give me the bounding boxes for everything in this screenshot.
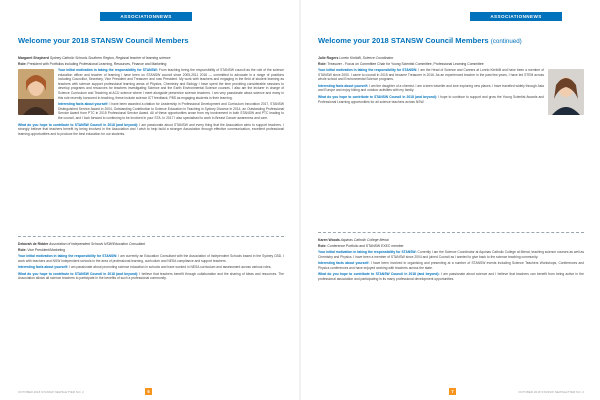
role-text: Conference Portfolio and STANSW EXEC member [326, 244, 404, 248]
member-name: Margaret Shepherd [18, 56, 49, 60]
left-page [0, 0, 298, 400]
answer-text: I have been awarded a citation for Leadership in Professional Development and Curriculum Innovation 2017, STANSW Distinguished Service Award in 2004, Outstanding Contribution to Science Education in Teaching in Sydney Diocese in 2014, an Outstanding Professional Service Award from PTC in 2015 Professional Service Award. All of these opportunities arose from my involvement in both STANSW and PTC leading to the council, and I look forward to continuing to be involved in your STA. In 2017 I also specialised to work in Breast Cancer awareness and care. [58, 102, 284, 120]
role-label: Role: [318, 62, 327, 66]
answer-text: I have been involved in organising and presenting at a number of STANSW events including Science Teachers Workshops, Conferences and Physics conferences and have enjoyed working with teachers across the state. [318, 261, 584, 270]
portrait-image [548, 69, 584, 115]
section-tab: ASSOCIATIONNEWS [100, 12, 192, 21]
member-role [18, 248, 284, 252]
member-role [18, 62, 284, 66]
answer-text: From teaching being the responsibility of STANSW council as the role of the science education officer and teacher of learning I have been on STANSW council since 2005-2011 2016 — committed to advocate in a range of positions including Councillor, Secretary, Vice President and Treasurer and now President. My work with teachers and engaging in the field of student learning as teachers with science support professional learning areas of Physics, Chemistry and Biology I have spent the time providing considerable sessions to develop programs and resources for teachers investigating Science and the Earth Environmental Science courses. I also am the lecturer in charge of Science Curriculum and Teaching at ACU science where I meet alongside preservice science teachers. I am very passionate about science and many in this role recently honoured in teaching, these include science ICT feedback, PBS as engaging students in their learning. [58, 68, 284, 100]
page-footer: OCTOBER 2018 STANSW NEWSLETTER NO. 2 [18, 390, 84, 394]
member-bio [318, 84, 584, 93]
member-bio [318, 250, 584, 259]
question-text: What do you hope to contribute to STANSW Council in 2018 (and beyond): [18, 271, 139, 276]
answer-text: I am passionate about science and I believe that teachers can benefit from being active in the professional association and participating in its many professional development opportunities. [318, 272, 584, 281]
member-header [18, 56, 284, 60]
answer-text: I am currently an Education Consultant with the Association of Independent Schools based in the Sydney CBD. I work with teachers and NSW independent schools in the area of professional learning, curriculum and NESA compliance and support teachers. [18, 254, 284, 263]
answer-text: I am the Head of Science and Careers at Loreto Kirribilli and have been a member of STANSW since 2000. I came to council in 2015 and became Treasurer in 2016. As an experienced teacher in the past few years, I have led STEM across whole school and Environmental Science programs. [318, 68, 544, 82]
member-bio [318, 68, 584, 82]
section-tab: ASSOCIATIONNEWS [470, 12, 562, 21]
member-role [318, 244, 584, 248]
member-bio [318, 261, 584, 270]
section-divider [318, 232, 584, 233]
member-bio [18, 254, 284, 263]
question-text: Your initial motivation in taking the responsibility for STANSW: [58, 68, 158, 72]
member-affiliation: Loreto Kirribilli, Science Coordinator [338, 56, 394, 60]
right-page [302, 0, 600, 400]
question-text: What do you hope to contribute to STANSW Council in 2018 (and beyond): [318, 94, 437, 99]
answer-text: Currently I am the Science Coordinator at Aquinas Catholic College at Menai, teaching science courses as well as Chemistry and Physics. I have been a member of STANSW since 2004 and joined Council as I wanted to give back to the science teaching community. [318, 250, 584, 259]
page-title-main: Welcome your 2018 STANSW Council Members [318, 36, 489, 45]
answer-text: I hope to continue to support and grow the Young Scientist Awards and Professional Learning opportunities for all science teachers across NSW. [318, 94, 544, 104]
member-photo [18, 69, 54, 115]
member-bio [18, 123, 284, 137]
member-bio [18, 265, 284, 270]
question-text: What do you hope to contribute to STANSW Council in 2018 (and beyond): [18, 122, 139, 127]
question-text: Interesting facts about yourself: [18, 265, 69, 270]
member-header [318, 56, 584, 60]
member-name: Deborah de Ridder [18, 242, 49, 246]
member-photo [548, 69, 584, 115]
member-name: Karen Woods [318, 238, 340, 242]
section-divider [18, 236, 284, 237]
question-text: Your initial motivation in taking the responsibility for STANSW: [318, 250, 417, 254]
member-bio [18, 102, 284, 120]
role-text: Vice President/Marketing [26, 248, 66, 252]
page-title: Welcome your 2018 STANSW Council Members [18, 36, 189, 45]
member-affiliation: Sydney Catholic Schools Southern Region, Regional teacher of learning science [48, 56, 171, 60]
member-bio [318, 95, 584, 104]
answer-text: I am the daughter of a chemist. I am a keen traveller and love exploring new places. I have travelled widely through Asia and Europe and enjoy hiking and outdoor activities with my family. [318, 83, 544, 93]
role-label: Role: [18, 62, 27, 66]
page-title [318, 36, 522, 45]
member-bio [18, 68, 284, 100]
member-bio [318, 272, 584, 281]
answer-text: I am passionate about STANSW and every thing that the Association aims to support teachers. I strongly believe that teachers benefit by being involved in the Association and I wish to help build a stronger Association through effective communication, excellent professional learning opportunities and to produce the best education for our students. [18, 122, 284, 136]
page-footer: OCTOBER 2018 STANSW NEWSLETTER NO. 2 [518, 390, 584, 394]
question-text: What do you hope to contribute to STANSW Council in 2018 (and beyond): [318, 272, 440, 277]
member-header [318, 238, 584, 242]
answer-text: I am passionate about promoting science education in schools and have worked in NESA curriculum and assessment across various roles. [68, 265, 272, 270]
page-number: 6 [145, 388, 152, 395]
page-title-continued: (continued) [490, 38, 522, 45]
member-header [18, 242, 284, 246]
question-text: Your initial motivation in taking the responsibility for STANSW: [18, 254, 118, 258]
member-name: Julie Rogers [318, 56, 339, 60]
member-profile [18, 56, 284, 136]
member-profile [318, 56, 584, 117]
member-affiliation: Aquinas Catholic College Menai [339, 238, 389, 242]
member-bio [18, 272, 284, 281]
role-label: Role: [318, 244, 327, 248]
question-text: Interesting facts about yourself: [318, 261, 370, 266]
member-profile [18, 242, 284, 281]
role-text: President with Portfolios including Professional Learning, Resources, Finance and Marketing [26, 62, 167, 66]
answer-text: I believe that teachers benefit through collaboration and the sharing of ideas and resources. The Association allows all science teachers to participate in the benefits of such a professional community. [18, 271, 284, 281]
role-label: Role: [18, 248, 27, 252]
role-text: Treasurer - Focus on Committee Chair for Young Scientist Committee, Professional Learning Committee [326, 62, 484, 66]
question-text: Interesting facts about yourself: [58, 102, 109, 107]
member-affiliation: Association of Independent Schools NSW/Education Consultant [48, 242, 146, 246]
page-number: 7 [449, 388, 456, 395]
question-text: Interesting facts about yourself: [318, 83, 369, 88]
question-text: Your initial motivation in taking the responsibility for STANSW: [318, 68, 418, 72]
member-role [318, 62, 584, 66]
page-gutter [299, 0, 301, 400]
portrait-image [18, 69, 54, 115]
member-profile [318, 238, 584, 282]
